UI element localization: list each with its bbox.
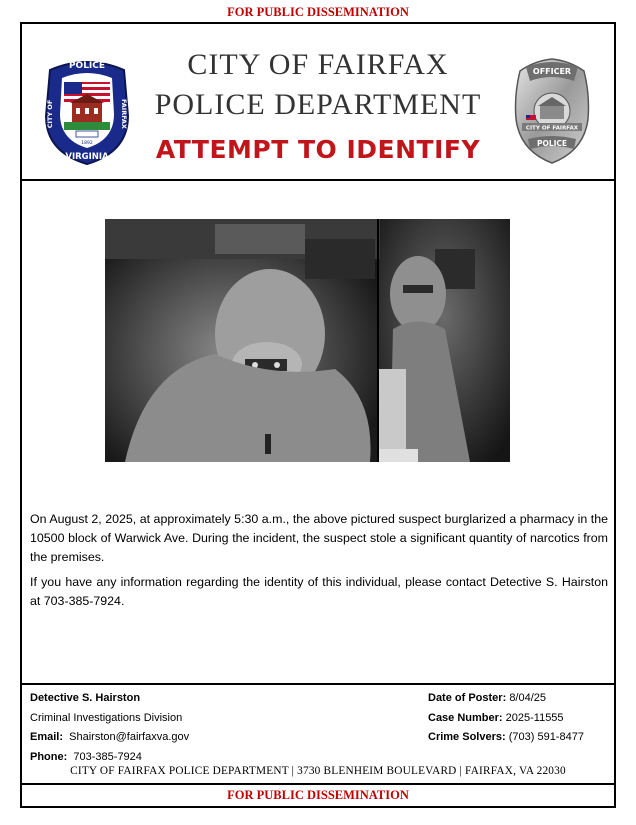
- bottom-dissemination-banner: FOR PUBLIC DISSEMINATION: [227, 788, 409, 802]
- email-link[interactable]: Shairston@fairfaxva.gov: [69, 731, 190, 743]
- patch-left-text: CITY OF: [46, 99, 54, 129]
- contact-request: If you have any information regarding the identity of this individual, please contact Detective S. Hairston at 703-385-7924.: [30, 575, 608, 608]
- patch-top-text: POLICE: [68, 61, 106, 71]
- patch-year-text: 1892: [81, 141, 93, 146]
- city-title: CITY OF FAIRFAX: [187, 48, 449, 81]
- case-label: Case Number:: [428, 711, 503, 724]
- attempt-to-identify-heading: ATTEMPT TO IDENTIFY: [155, 135, 481, 164]
- case-row: [428, 709, 584, 729]
- date-label: Date of Poster:: [428, 692, 507, 704]
- division-name: Criminal Investigations Division: [30, 711, 183, 724]
- badge-top-text: OFFICER: [532, 67, 572, 76]
- incident-description: On August 2, 2025, at approximately 5:30 a.m., the above pictured suspect burglarized a pharmacy in the 10500 block of Warwick Ave. During the incident, the suspect stole a significant quantity of narcotics from the premises.: [30, 512, 608, 564]
- poster-header: [22, 43, 614, 181]
- date-value: 8/04/25: [509, 692, 547, 704]
- detective-contact: [30, 689, 189, 767]
- officer-badge-logo: [512, 55, 592, 167]
- phone-label: Phone:: [30, 750, 68, 763]
- solvers-label: Crime Solvers:: [428, 731, 506, 743]
- badge-bottom-text: POLICE: [536, 139, 568, 148]
- date-row: [428, 689, 584, 709]
- case-value: 2025-11555: [505, 711, 564, 724]
- solvers-value: (703) 591-8477: [508, 731, 584, 743]
- department-title: POLICE DEPARTMENT: [154, 88, 482, 121]
- bottom-divider: [22, 783, 614, 785]
- solvers-row: [428, 728, 584, 748]
- patch-bottom-text: VIRGINIA: [65, 152, 109, 162]
- email-row: [30, 728, 189, 748]
- footer-contact-block: [22, 683, 614, 763]
- detective-name: Detective S. Hairston: [30, 692, 141, 704]
- poster-details: [428, 689, 584, 748]
- top-dissemination-banner: FOR PUBLIC DISSEMINATION: [227, 5, 409, 19]
- email-label: Email:: [30, 731, 64, 743]
- phone-number: 703-385-7924: [73, 750, 142, 763]
- suspect-surveillance-photo: [105, 219, 510, 462]
- badge-middle-text: CITY OF FAIRFAX: [525, 125, 579, 132]
- department-address: CITY OF FAIRFAX POLICE DEPARTMENT | 3730 BLENHEIM BOULEVARD | FAIRFAX, VA 22030: [70, 765, 566, 777]
- patch-right-text: FAIRFAX: [120, 99, 128, 129]
